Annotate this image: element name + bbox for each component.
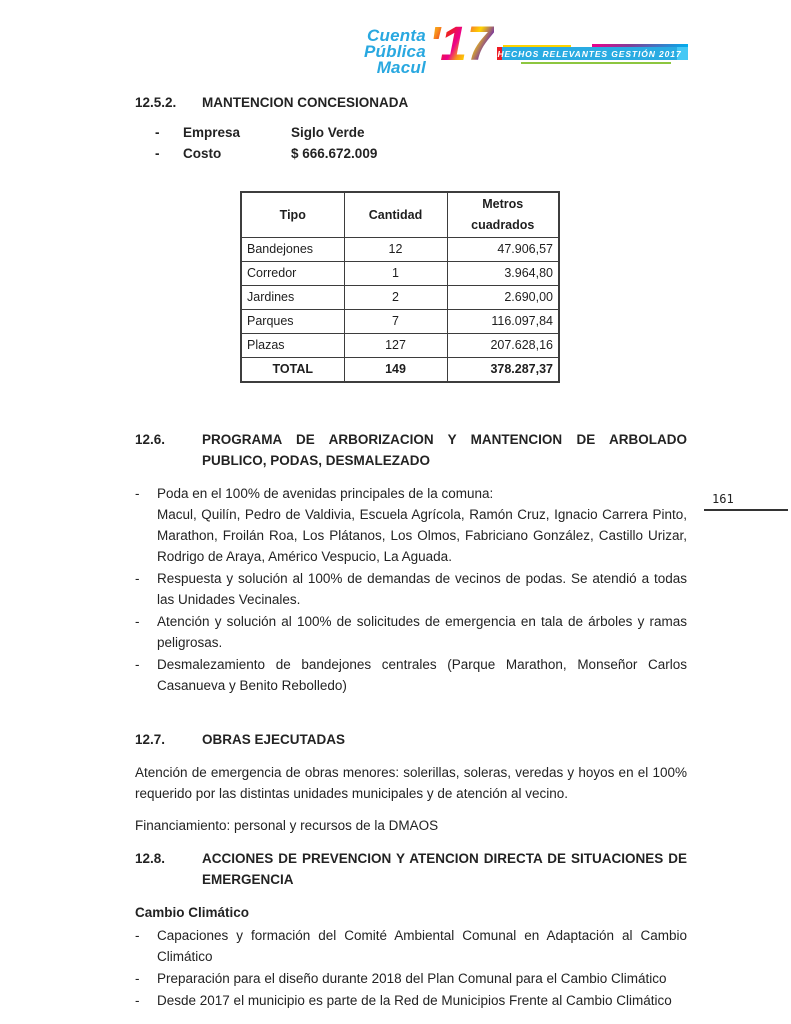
bullet-text xyxy=(157,483,687,567)
page-number: 161 xyxy=(704,492,788,511)
brand-line-1: Cuenta xyxy=(367,26,426,45)
detail-value: Siglo Verde xyxy=(291,125,365,140)
bullet-body: Macul, Quilín, Pedro de Valdivia, Escuela Agrícola, Ramón Cruz, Ignacio Carrera Pinto, Marathon, Froilán Roa, Los Plátanos, Los Olmos, Fabriciano González, Castillo Urizar, Rodrigo de Araya, Américo Vespucio, La Aguada. xyxy=(157,507,687,564)
bullet-lead: Poda en el 100% de avenidas principales de la comuna: xyxy=(157,486,494,501)
cell-tipo: Jardines xyxy=(241,286,344,310)
section-title: OBRAS EJECUTADAS xyxy=(202,732,346,747)
cell-tipo: Bandejones xyxy=(241,238,344,262)
brand-wordmark xyxy=(364,22,426,76)
cell-total-label: TOTAL xyxy=(241,358,344,383)
table-header-cantidad: Cantidad xyxy=(344,192,447,238)
table-row xyxy=(241,286,559,310)
list-dash-marker: - xyxy=(135,657,140,672)
list-dash-marker: - xyxy=(155,125,160,140)
header-banner xyxy=(497,44,688,64)
bullet-item xyxy=(135,611,687,653)
bullet-text: Preparación para el diseño durante 2018 del Plan Comunal para el Cambio Climático xyxy=(157,971,667,986)
bullet-item xyxy=(135,968,687,989)
list-dash-marker: - xyxy=(135,971,140,986)
section-number: 12.8. xyxy=(135,851,166,866)
table-total-row xyxy=(241,358,559,383)
bullet-text: Atención y solución al 100% de solicitudes de emergencia en tala de árboles y ramas peligrosas. xyxy=(157,614,687,650)
cell-tipo: Parques xyxy=(241,310,344,334)
section-heading-1252 xyxy=(135,92,687,113)
banner-text: HECHOS RELEVANTES GESTIÓN 2017 xyxy=(497,48,682,59)
cell-cantidad: 7 xyxy=(344,310,447,334)
list-dash-marker: - xyxy=(135,993,140,1008)
section-title: MANTENCION CONCESIONADA xyxy=(202,95,409,110)
section-number: 12.7. xyxy=(135,732,166,747)
section-heading-127 xyxy=(135,729,687,750)
detail-row-costo xyxy=(155,143,687,164)
document-content xyxy=(135,92,687,1011)
brand-line-3: Macul xyxy=(376,58,426,77)
bullet-item xyxy=(135,654,687,696)
bullet-text: Desmalezamiento de bandejones centrales (Parque Marathon, Monseñor Carlos Casanueva y Benito Rebolledo) xyxy=(157,657,687,693)
section-number: 12.6. xyxy=(135,432,166,447)
cell-tipo: Corredor xyxy=(241,262,344,286)
list-dash-marker: - xyxy=(135,614,140,629)
section-title: PROGRAMA DE ARBORIZACION Y MANTENCION DE ARBOLADO PUBLICO, PODAS, DESMALEZADO xyxy=(202,432,687,468)
brand-line-2: Pública xyxy=(364,42,426,61)
climate-bullet-list xyxy=(135,925,687,1011)
table-header-metros: Metros cuadrados xyxy=(447,192,559,238)
section-number: 12.5.2. xyxy=(135,95,177,110)
subheading-cambio-climatico: Cambio Climático xyxy=(135,905,250,920)
list-dash-marker: - xyxy=(135,486,140,501)
cell-total-cantidad: 149 xyxy=(344,358,447,383)
table-header-tipo: Tipo xyxy=(241,192,344,238)
cell-metros: 3.964,80 xyxy=(447,262,559,286)
list-dash-marker: - xyxy=(135,928,140,943)
bullet-item xyxy=(135,483,687,567)
table-row xyxy=(241,238,559,262)
bullet-text: Respuesta y solución al 100% de demandas de vecinos de podas. Se atendió a todas las Unidades Vecinales. xyxy=(157,571,687,607)
bullet-item xyxy=(135,568,687,610)
cell-cantidad: 12 xyxy=(344,238,447,262)
table-header-row xyxy=(241,192,559,238)
financing-note: Financiamiento: personal y recursos de la DMAOS xyxy=(135,818,439,833)
cell-metros: 2.690,00 xyxy=(447,286,559,310)
bullet-item xyxy=(135,990,687,1011)
header-logo xyxy=(364,18,494,77)
banner-bar xyxy=(497,47,682,60)
section-heading-126 xyxy=(135,429,687,471)
bullet-item xyxy=(135,925,687,967)
cell-cantidad: 2 xyxy=(344,286,447,310)
list-dash-marker: - xyxy=(135,571,140,586)
bullet-text: Capaciones y formación del Comité Ambiental Comunal en Adaptación al Cambio Climático xyxy=(157,928,687,964)
cell-tipo: Plazas xyxy=(241,334,344,358)
table-row xyxy=(241,262,559,286)
detail-row-empresa xyxy=(155,122,687,143)
arborization-bullet-list xyxy=(135,483,687,696)
table-row xyxy=(241,310,559,334)
table-row xyxy=(241,334,559,358)
cell-metros: 47.906,57 xyxy=(447,238,559,262)
section-title: ACCIONES DE PREVENCION Y ATENCION DIRECTA DE SITUACIONES DE EMERGENCIA xyxy=(202,851,687,887)
detail-label: Costo xyxy=(183,146,222,161)
detail-label: Empresa xyxy=(183,125,241,140)
detail-value: $ 666.672.009 xyxy=(291,146,378,161)
cell-cantidad: 1 xyxy=(344,262,447,286)
cell-total-metros: 378.287,37 xyxy=(447,358,559,383)
cell-metros: 116.097,84 xyxy=(447,310,559,334)
list-dash-marker: - xyxy=(155,146,160,161)
concession-detail-list xyxy=(135,122,687,164)
cell-cantidad: 127 xyxy=(344,334,447,358)
section-heading-128 xyxy=(135,848,687,890)
brand-year-17: '17 xyxy=(428,18,494,71)
bullet-text: Desde 2017 el municipio es parte de la Red de Municipios Frente al Cambio Climático xyxy=(157,993,672,1008)
obras-paragraph: Atención de emergencia de obras menores: solerillas, soleras, veredas y hoyos en el 100% requerido por las distintas unidades municipales y de atención al vecino. xyxy=(135,765,687,801)
maintenance-table xyxy=(240,191,560,383)
cell-metros: 207.628,16 xyxy=(447,334,559,358)
banner-green-stripe xyxy=(521,62,671,64)
